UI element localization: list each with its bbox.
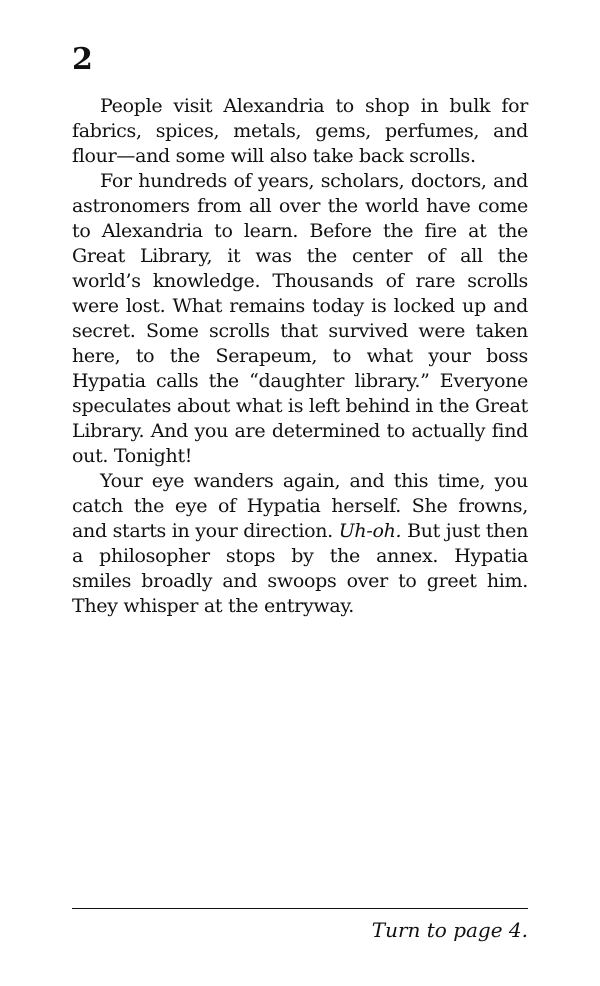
paragraph-3-start: Your eye wanders again, and this time, you catch the eye of Hypatia herself. She frowns, and starts in your direction. bbox=[72, 470, 528, 542]
turn-to-page-instruction: Turn to page 4. bbox=[371, 918, 528, 942]
page-number: 2 bbox=[72, 42, 93, 77]
paragraph-3-end: But just then a philosopher stops by the annex. Hypatia smiles broadly and swoops over to greet him. They whisper at the entryway. bbox=[72, 520, 529, 617]
footer-divider bbox=[72, 908, 528, 909]
paragraph-3-italic: Uh-oh. bbox=[338, 520, 402, 542]
paragraph-1: People visit Alexandria to shop in bulk for fabrics, spices, metals, gems, perfumes, and flour—and some will also take back scrolls. bbox=[72, 95, 528, 167]
paragraph-3 bbox=[72, 469, 528, 619]
body-text bbox=[72, 94, 528, 619]
paragraph-2: For hundreds of years, scholars, doctors, and astronomers from all over the world have come to Alexandria to learn. Before the fire at the Great Library, it was the center of all the world’s knowledge. Thousands of rare scrolls were lost. What remains today is locked up and secret. Some scrolls that survived were taken here, to the Serapeum, to what your boss Hypatia calls the “daughter library.” Everyone speculates about what is left behind in the Great Library. And you are determined to actually find out. Tonight! bbox=[72, 170, 528, 467]
